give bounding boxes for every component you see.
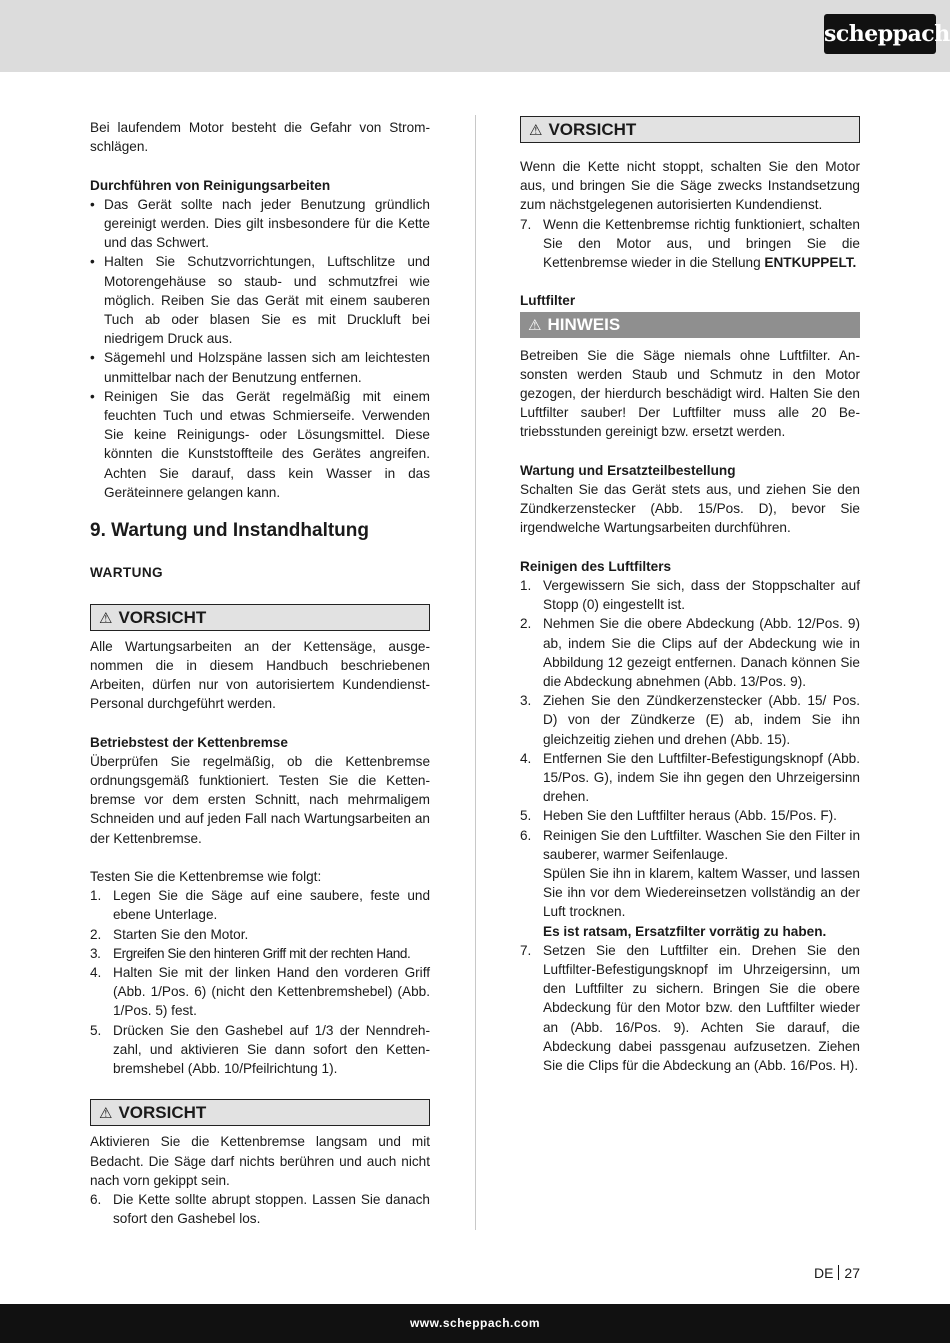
list-item: 5. Drücken Sie den Gashebel auf 1/3 der Nenndrehzahl, und aktivieren Sie dann sofort den Kettenbremshebel (Abb. 10/Pfeilrichtung 1).: [90, 1022, 430, 1077]
list-item: 3. Ziehen Sie den Zündkerzenstecker (Abb. 15/ Pos. D) von der Zündkerze (E) ab, indem Sie ihn gleichzeitig ziehen und drehen (Abb. 15).: [520, 693, 860, 747]
footer-bar: [0, 1304, 950, 1343]
intro-text: Bei laufendem Motor besteht die Gefahr von Stromschlägen.: [90, 120, 430, 155]
note-text: Betreiben Sie die Säge niemals ohne Luftfilter. Ansonsten werden Staub und Schmutz in den Motor gezogen, der hierdurch beschädigt wird. Halten Sie den Luftfilter sauber! Der Luftfilter muss alle 20 Betriebsstunden gereinigt bzw. ersetzt werden.: [520, 347, 860, 440]
test-steps-cont: [90, 1190, 430, 1228]
list-item: 5. Heben Sie den Luftfilter heraus (Abb. 15/Pos. F).: [520, 808, 837, 824]
test-intro: Testen Sie die Kettenbremse wie folgt:: [90, 869, 322, 885]
warning-icon: ⚠: [99, 1105, 113, 1123]
note-box: [520, 312, 860, 338]
list-item: 3. Ergreifen Sie den hinteren Griff mit der rechten Hand.: [90, 945, 411, 961]
right-column: [520, 114, 860, 1075]
spare-parts-text: Schalten Sie das Gerät stets aus, und ziehen Sie den Zündkerzenstecker (Abb. 15/Pos. D), bevor Sie irgendwelche Wartungsarbeiten durchführen.: [520, 482, 860, 536]
list-item: 2. Starten Sie den Motor.: [90, 926, 249, 942]
list-item: • Sägemehl und Holzspäne lassen sich am leichtesten unmittelbar nach der Benutzung entfernen.: [90, 348, 430, 386]
clean-filter-title: Reinigen des Luftfilters: [520, 558, 672, 574]
brand-logo: scheppach: [824, 14, 936, 54]
caution-text: Wenn die Kette nicht stoppt, schalten Sie den Motor aus, und bringen Sie die Säge zwecks Instandsetzung zum nächstgelegenen autorisierten Kundendienst.: [520, 159, 860, 213]
list-item: 7. Wenn die Kettenbremse richtig funktioniert, schalten Sie den Motor aus, und bringen Sie die Kettenbremse wieder in die Stellung ENTKUPPELT.: [520, 216, 860, 271]
cleaning-title: Durchführen von Reinigungsarbeiten: [90, 177, 331, 193]
list-item: 2. Nehmen Sie die obere Abdeckung (Abb. 12/Pos. 9) ab, indem Sie die Clips auf der Abdeckung wie in Abbildung 12 gezeigt entfernen. Danach können Sie die Abdeckung abnehmen (Abb. 13/Pos. 9).: [520, 616, 860, 690]
list-item: • Reinigen Sie das Gerät regelmäßig mit einem feuchten Tuch und etwas Schmierseife. Verwenden Sie keine Reinigungs- oder Lösungsmittel. Diese könnten die Kunststoffteile des Gerätes angreifen. Achten Sie darauf, dass kein Wasser in das Geräteinnere gelangen kann.: [90, 387, 430, 502]
section-title: 9. Wartung und Instandhaltung: [90, 520, 369, 542]
note-label: HINWEIS: [547, 314, 621, 334]
page-lang: DE: [813, 1265, 834, 1281]
caution-box: [90, 604, 430, 631]
spare-parts-title: Wartung und Ersatzteilbestellung: [520, 462, 736, 478]
footer-url[interactable]: www.scheppach.com: [409, 1316, 541, 1330]
test-steps: [90, 886, 430, 1078]
list-item: 6. Die Kette sollte abrupt stoppen. Lassen Sie danach sofort den Gashebel los.: [90, 1192, 430, 1227]
list-item: 1. Legen Sie die Säge auf eine saubere, feste und ebene Unterlage.: [90, 888, 430, 923]
warning-icon: ⚠: [99, 609, 113, 627]
caution-label: VORSICHT: [548, 120, 637, 139]
list-item: 1. Vergewissern Sie sich, dass der Stoppschalter auf Stopp (0) eingestellt ist.: [520, 578, 860, 613]
brake-test-text: Überprüfen Sie regelmäßig, ob die Kettenbremse ordnungsgemäß funktioniert. Testen Sie die Kettenbremse vor dem ersten Schnitt, nach mehrmaligem Schneiden und auf jeden Fall nach Wartungsarbeiten an der Kettenbremse.: [90, 753, 430, 846]
list-item: • Das Gerät sollte nach jeder Benutzung gründlich gereinigt werden. Dies gilt insbesondere für die Kette und das Schwert.: [90, 195, 430, 253]
wartung-heading: WARTUNG: [90, 565, 164, 581]
column-divider: [475, 115, 476, 1230]
warning-icon: ⚠: [529, 122, 543, 139]
list-item: 6. Reinigen Sie den Luftfilter. Waschen Sie den Filter in sauberer, warmer Seifenlauge. Spülen Sie ihn in klarem, kaltem Wasser, und lassen Sie ihn vor dem Wiedereinsetzen vollständig an der Luft trocknen. Es ist ratsam, Ersatzfilter vorrätig zu haben.: [520, 827, 860, 939]
list-item: 4. Halten Sie mit der linken Hand den vorderen Griff (Abb. 1/Pos. 6) (nicht den Kettenbremshebel) (Abb. 1/Pos. 5) fest.: [90, 965, 430, 1019]
header-bar: [0, 0, 950, 72]
list-item: 7. Setzen Sie den Luftfilter ein. Drehen Sie den Luftfilter-Befestigungsknopf im Uhrzeigersinn, um den Luftfilter zu sichern. Bringen Sie die obere Abdeckung für den Motor bzw. den Luftfilter wieder an (Abb. 16/Pos. 9). Achten Sie darauf, die Abdeckung dabei passgenau aufzusetzen. Ziehen Sie die Clips für die Abdeckung an (Abb. 16/Pos. H).: [520, 942, 860, 1074]
cleaning-list: [90, 195, 430, 502]
caution-text: Aktivieren Sie die Kettenbremse langsam und mit Bedacht. Die Säge darf nichts berühren und auch nicht nach vorn gekippt sein.: [90, 1134, 430, 1188]
page-number-separator: [838, 1265, 839, 1280]
test-steps-final: [520, 215, 860, 273]
brake-test-title: Betriebstest der Kettenbremse: [90, 734, 288, 750]
list-item: • Halten Sie Schutzvorrichtungen, Luftschlitze und Motorengehäuse so staub- und schmutzfrei wie möglich. Reiben Sie das Gerät mit einem sauberen Tuch ab oder blasen Sie es mit Druckluft bei niedrigem Druck aus.: [90, 252, 430, 348]
list-item: 4. Entfernen Sie den Luftfilter-Befestigungsknopf (Abb. 15/Pos. G), indem Sie ihn gegen den Uhrzeigersinn drehen.: [520, 750, 860, 805]
left-column: [90, 118, 430, 1228]
caution-label: VORSICHT: [118, 1103, 207, 1123]
warning-icon: ⚠: [528, 316, 542, 334]
caution-box: [520, 116, 860, 143]
airfilter-title: Luftfilter: [520, 293, 576, 309]
filter-steps: [520, 576, 860, 1075]
page-number: [814, 1265, 860, 1281]
caution-box: [90, 1099, 430, 1126]
caution-text: Alle Wartungsarbeiten an der Kettensäge, ausgenommen die in diesem Handbuch beschriebenen Arbeiten, dürfen nur von autorisiertem Kundendienst-Personal durchgeführt werden.: [90, 638, 430, 712]
page-num: 27: [844, 1265, 860, 1281]
caution-label: VORSICHT: [118, 607, 207, 627]
